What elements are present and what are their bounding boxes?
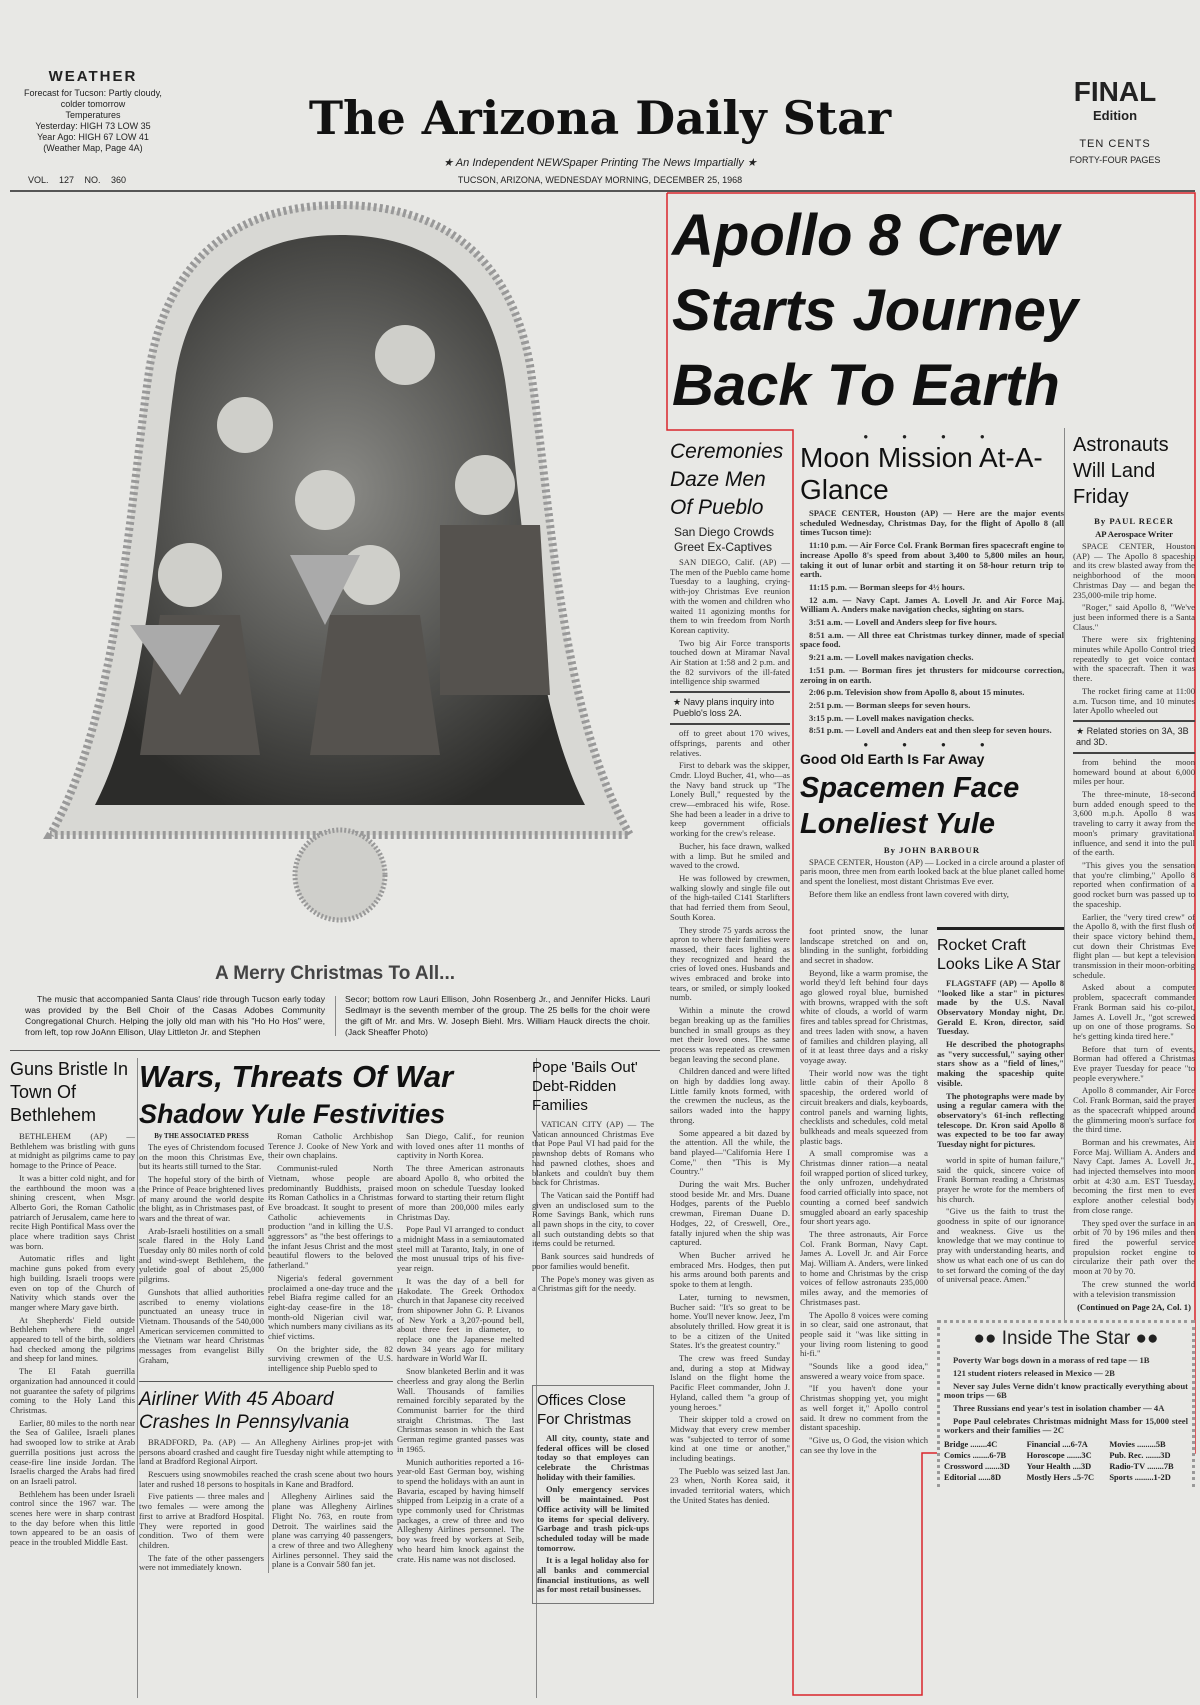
paragraph: The Pope's money was given as a Christmas gift for the needy. <box>532 1273 654 1294</box>
inside-the-star <box>937 1320 1195 1487</box>
index-entry[interactable]: Pub. Rec. .......3D <box>1109 1451 1171 1461</box>
paragraph: The photographs were made by using a regular camera with the observatory's 61-inch reflecting telescope. Dr. Kron said Apollo 8 was expected to be too far away Tuesday night for pictures. <box>937 1090 1064 1150</box>
paragraph: 3:51 a.m. — Lovell and Anders sleep for five hours. <box>809 617 997 628</box>
apollo-stories-grid <box>800 432 1195 1487</box>
edition-box <box>1040 76 1190 166</box>
paragraph: "Sounds like a good idea," answered a weary voice from space. <box>800 1361 928 1381</box>
paragraph: Later, turning to newsmen, Bucher said: "It's so great to be home. You'll never know. Jeez, I'm absolutely thrilled. How great it is to be a citizen of the United States. It's the greatest country." <box>670 1291 790 1351</box>
paragraph: 3:15 p.m. — Lovell makes navigation checks. <box>809 712 974 723</box>
paragraph: The hopeful story of the birth of the Prince of Peace brightened lives of many around the world despite the blight, as in Christmases past, of wars and the threat of war. <box>139 1174 264 1223</box>
dateline: TUCSON, ARIZONA, WEDNESDAY MORNING, DECEMBER 25, 1968 <box>457 175 743 185</box>
paragraph: Pope Paul VI arranged to conduct a midnight Mass in a semiautomated steel mill at Taranto, Italy, in one of the most unusual trips of his five-year reign. <box>397 1224 524 1274</box>
paragraph: Children danced and were lifted on high by daddies long away. Little family knots formed, with the crewmen the nucleus, as the sailors waded into the happy throng. <box>670 1066 790 1125</box>
apollo-headline <box>672 198 1192 423</box>
ceremonies-subhead: San Diego Crowds Greet Ex-Captives <box>674 525 775 554</box>
article-body <box>10 1132 135 1548</box>
paragraph: It was a bitter cold night, and for the earthbound the moon was a shining crescent, when Msgr. Alberto Gori, the Roman Catholic patriarch of Jerusalem, came here to recite High Pontifical Mass over the place where tradition says Christ was born. <box>10 1172 135 1251</box>
paragraph: They strode 75 yards across the apron to where their families were massed, their faces lighting as they recognized and heard the cries of loved ones. Husbands and wives embraced and broke into tears, or smiled, or simply looked numb. <box>670 924 790 1003</box>
airliner-headline-line: Airliner With 45 Aboard <box>139 1388 334 1410</box>
paragraph: BRADFORD, Pa. (AP) — An Allegheny Airlines prop-jet with persons aboard crashed and caught fire Tuesday night while attempting to land at Bradford Regional Airport. <box>139 1436 393 1467</box>
wars-headline-line: Shadow Yule Festivities <box>139 1099 446 1129</box>
paragraph: A small compromise was a Christmas dinner ration—a neatal foil wrapped portion of sliced turkey, the only unfrozen, undehydrated food carried officially into space, not counting a corned beef sandwich smuggled aboard an early spaceship four short years ago. <box>800 1148 928 1227</box>
spacemen-col1 <box>800 927 928 1459</box>
paragraph: Borman and his crewmates, Air Force Maj. William A. Anders and Navy Capt. James A. Lovell Jr., had injected themselves into moon orbit at 4:30 a.m. EST Tuesday, becoming the first men to ever explore another celestial body from close range. <box>1073 1136 1195 1215</box>
star-dots: ● ● ● ● <box>863 740 1001 750</box>
paragraph: Before that turn of events, Borman had offered a Christmas Eve prayer Tuesday for peace "to people everywhere." <box>1073 1043 1195 1083</box>
paragraph: The three astronauts, Air Force Col. Frank Borman, Navy Capt. James A. Lovell Jr. and Air Force Maj. William A. Anders, were linked to home and Christmas by the crisp voices of fellow astronauts 235,000 miles away, and the memories of Christmases past. <box>800 1228 928 1307</box>
paragraph: The crew stunned the world with a television transmission <box>1073 1278 1195 1299</box>
moon-mission-headline: Moon Mission At-A-Glance <box>800 442 1043 505</box>
guns-headline: Guns Bristle In Town Of Bethlehem <box>10 1059 129 1125</box>
article-body <box>1073 542 1195 716</box>
issue-number: NO. 360 <box>84 175 127 185</box>
weather-year-ago: Year Ago: HIGH 67 LOW 41 <box>37 132 149 142</box>
newspaper-title: The Arizona Daily Star <box>308 91 892 145</box>
paragraph: Allegheny Airlines said the plane was Allegheny Airlines Flight No. 763, en route from Detroit. The wairlines said the plane was carrying 40 passengers, a crew of three and two Allegheny Airlines personnel. They said the plane is a Convair 580 fan jet. <box>272 1491 393 1570</box>
star-dots: ● ● ● ● <box>863 432 1001 441</box>
paragraph: Within a minute the crowd began breaking up as the families bunched in small groups as they met their loved ones. The same process was repeated as crewmen began leaving the second plane. <box>670 1005 790 1064</box>
paragraph: Their world now was the tight little cabin of their Apollo 8 spaceship, the ordered world of circuit breakers and dials, keyboards, control panels and warning lights, checklists and schedules, cold metal bulkheads and meals squeezed from plastic bags. <box>800 1067 928 1146</box>
ceremonies-story <box>670 438 790 1509</box>
paragraph: Asked about a computer problem, spacecraft commander Frank Borman said his co-pilot, James A. Lovell Jr., "got screwed up on one of those programs. So he's getting kinda tired here." <box>1073 982 1195 1041</box>
index-entry[interactable]: Crossword .......3D <box>944 1462 1010 1472</box>
paragraph: San Diego, Calif., for reunion with loved ones after 11 months of captivity in North Korea. <box>397 1131 524 1161</box>
paragraph: The Apollo 8 voices were coming in so clear, said one astronaut, that people said it "was like sitting in your living room listening to good hi-fi." <box>800 1309 928 1359</box>
paragraph: Rescuers using snowmobiles reached the crash scene about two hours later and rushed 18 persons to hospitals in Kane and Bradford. <box>139 1468 393 1489</box>
index-entry[interactable]: Horoscope .......3C <box>1026 1451 1092 1461</box>
rocket-craft-story <box>937 927 1064 1150</box>
rocket-craft-headline: Rocket Craft Looks Like A Star <box>937 936 1061 973</box>
wars-story <box>139 1058 524 1132</box>
paragraph: Bank sources said hundreds of poor families would benefit. <box>532 1251 654 1271</box>
astronauts-story <box>1073 432 1195 1312</box>
paragraph: Only emergency services will be maintained. Post Office activity will be limited to items for special delivery. Garbage and trash pick-ups scheduled today will be made tomorrow. <box>537 1484 649 1553</box>
article-body <box>800 858 1064 900</box>
wars-col3 <box>397 1132 524 1567</box>
paragraph: from behind the moon homeward bound at about 6,000 miles per hour. <box>1073 756 1195 787</box>
moon-mission-story <box>800 432 1064 736</box>
dots-icon: ●● <box>1130 1328 1159 1350</box>
spacemen-story <box>800 740 1064 900</box>
paragraph: Earlier, the "very tired crew" of the Apollo 8, with the first flush of their space victory behind them, cut down their Christmas Eve flight plan — but kept a television transmission in their moon-orbiting schedule. <box>1073 911 1195 980</box>
paragraph: Roman Catholic Archbishop Terence J. Cooke of New York and their own chaplains. <box>268 1131 393 1161</box>
paragraph: Apollo 8 commander, Air Force Col. Frank Borman, said the prayer as the spacecraft whipped around the glimmering moon's surface for the third time. <box>1073 1085 1195 1135</box>
pope-headline: Pope 'Bails Out' Debt-Ridden Families <box>532 1059 638 1114</box>
paragraph: All city, county, state and federal offices will be closed today so that employes can celebrate the Christmas holiday with their families. <box>537 1432 649 1482</box>
index-entry[interactable]: Mostly Hers ..5-7C <box>1026 1473 1095 1483</box>
paragraph: 12 a.m. — Navy Capt. James A. Lovell Jr. and Air Force Maj. William A. Anders make navigation checks, sighting on stars. <box>800 594 1064 615</box>
masthead-rule <box>10 190 1195 192</box>
bottom-stories-grid <box>10 1058 654 1604</box>
paragraph: 11:15 p.m. — Borman sleeps for 4½ hours. <box>809 581 965 592</box>
paragraph: The crew was freed Sunday and, during a stop at Midway Island on the flight home the Pacific Fleet commander, John J. Hyland, called them "a group of young heroes." <box>670 1353 790 1412</box>
article-body <box>670 729 790 1505</box>
paragraph: 2:06 p.m. Television show from Apollo 8, about 15 minutes. <box>809 687 1025 698</box>
inside-item[interactable]: Three Russians end year's test in isolation chamber — 4A <box>953 1403 1165 1414</box>
airliner-headline-line: Crashes In Pennsylvania <box>139 1411 350 1433</box>
apollo-headline-line: Back To Earth <box>672 353 1060 418</box>
wars-byline: By THE ASSOCIATED PRESS <box>154 1132 249 1140</box>
airliner-col1 <box>139 1492 264 1576</box>
moon-intro <box>800 509 1064 538</box>
paragraph: SAN DIEGO, Calif. (AP) — The men of the Pueblo came home Tuesday to a laughing, crying-with-joy Christmas Eve reunion with the women and children who waited 11 agonizing months for them to win freedom from North Korean captivity. <box>670 557 790 635</box>
airliner-col2 <box>268 1492 393 1573</box>
paragraph: Five patients — three males and two females — were among the first to arrive at Bradford Hospital. They were reported in good condition. Two of them were children. <box>139 1491 264 1550</box>
article-body <box>532 1120 654 1294</box>
photo-heading: A Merry Christmas To All... <box>214 963 455 984</box>
article-body <box>139 1143 264 1365</box>
pope-story <box>528 1058 654 1297</box>
paragraph: Communist-ruled North Vietnam, whose people are predominantly Buddhists, praised its Roman Catholics in a Christmas Eve broadcast. It sought to present Catholic achievements in production "and in killing the U.S. aggressors" as "the best offerings to the infant Jesus Christ and the most beautiful flowers to the beloved fatherland." <box>268 1163 393 1271</box>
paragraph: "If you haven't done your Christmas shopping yet, you might as well forget it," Apollo control said. It drew no comment from the distant spaceship. <box>800 1383 928 1433</box>
offices-close-story <box>532 1385 654 1604</box>
weather-box <box>18 68 168 154</box>
paragraph: First to debark was the skipper, Cmdr. Lloyd Bucher, 41, who—as the Navy band struck up "The Lonely Bull," requested by the crew—embraced his wife, Rose. She had been a leader in a drive to keep government officials working for the crew's release. <box>670 760 790 839</box>
related-stories-note[interactable]: ★ Related stories on 3A, 3B and 3D. <box>1073 720 1195 754</box>
astronauts-byline: By PAUL RECER <box>1094 516 1174 526</box>
paragraph: Arab-Israeli hostilities on a small scale flared in the Holy Land Tuesday only 80 miles north of cold and wind-swept Bethlehem, the yuletide goal of about 25,000 pilgrims. <box>139 1225 264 1285</box>
moon-and-spacemen-top <box>800 432 1064 903</box>
paragraph: The eyes of Christendom focused on the moon this Christmas Eve, but its hearts still turned to the Star. <box>139 1142 264 1172</box>
paragraph: Their skipper told a crowd on Midway that every crew member was "subjected to terror of some kind at one time or another," including beatings. <box>670 1414 790 1464</box>
offices-headline: Offices Close For Christmas <box>537 1391 632 1428</box>
paragraph: 2:51 p.m. — Borman sleeps for seven hours. <box>809 699 971 710</box>
edition: FINAL <box>1073 76 1157 107</box>
caption-divider <box>335 996 336 1036</box>
spacemen-kicker: Good Old Earth Is Far Away <box>800 751 985 768</box>
caption-right: Secor; bottom row Lauri Ellison, John Rosenberg Jr., and Jennifer Hicks. Lauri Sedlmayr is the seventh member of the group. The 25 bells for the choir were the gift of Mr. and Mrs. W. Joseph Biehl. Mrs. William Hauck directs the choir. (Jack Sheaffer Photo) <box>345 994 650 1037</box>
paragraph: Gunshots that allied authorities ascribed to enemy violations punctuated an uneasy truce in Vietnam. Thousands of the 540,000 American servicemen committed to the Vietnam war heard Christmas messages from evangelist Billy Graham, <box>139 1286 264 1365</box>
bell-photo-graphic <box>40 195 640 955</box>
paragraph: He was followed by crewmen, walking slowly and single file out of the high-tailed C141 Starlifters that had ferried them from Seoul, South Korea. <box>670 872 790 922</box>
paragraph: "Give us, O God, the vision which can see thy love in the <box>800 1435 928 1455</box>
article-body <box>537 1434 649 1595</box>
article-body <box>1073 758 1195 1299</box>
paragraph: It is a legal holiday also for all banks and commercial financial institutions, as well as for most retail businesses. <box>537 1555 649 1595</box>
paragraph: 8:51 a.m. — All three eat Christmas turkey dinner, made of special space food. <box>800 629 1064 650</box>
index-entry[interactable]: Financial ....6-7A <box>1026 1440 1088 1450</box>
inside-item[interactable]: Pope Paul celebrates Christmas midnight Mass for 15,000 steel workers and their families — 2C <box>944 1415 1188 1436</box>
paragraph: The Vatican said the Pontiff had given an undisclosed sum to the Rome Savings Bank, which runs all pawn shops in the city, to cover all such outstanding debts so that items could be returned. <box>532 1189 654 1249</box>
paragraph: 1:51 p.m. — Borman fires jet thrusters for midcourse correction, zeroing in on earth. <box>800 664 1064 685</box>
paragraph: They sped over the surface in an orbit of 70 by 196 miles and then fired the powerful service propulsion rocket engine to circularize their path over the moon at 70 by 70. <box>1073 1217 1195 1277</box>
paragraph: Nigeria's federal government proclaimed a one-day truce and the rebel Biafra regime called for an eight-day cease-fire in the 18-month-old Nigerian civil war, which numbers many civilians as its chief victims. <box>268 1272 393 1342</box>
weather-temps-label: Temperatures <box>65 110 121 120</box>
apollo-headline-line: Starts Journey <box>672 278 1079 343</box>
page-count: FORTY-FOUR PAGES <box>1069 155 1161 165</box>
paragraph: 8:51 p.m. — Lovell and Anders eat and then sleep for seven hours. <box>809 725 1052 736</box>
paragraph: "This gives you the sensation that you're climbing," Apollo 8 reported when confirmation of a good rocket burn was passed up to the spaceship. <box>1073 859 1195 909</box>
weather-forecast: Forecast for Tucson: Partly cloudy, colder tomorrow <box>24 88 162 109</box>
price: TEN CENTS <box>1079 138 1151 150</box>
paragraph: FLAGSTAFF (AP) — Apollo 8 "looked like a star" in pictures made by the U.S. Naval Observatory Monday night, Dr. Gerald E. Kron, director, said Tuesday. <box>937 977 1064 1037</box>
weather-yesterday: Yesterday: HIGH 73 LOW 35 <box>35 121 151 131</box>
article-body <box>944 1356 1188 1436</box>
inside-item[interactable]: Never say Jules Verne didn't know practically everything about moon trips — 6B <box>944 1380 1188 1401</box>
wars-col1 <box>139 1132 264 1368</box>
rocket-and-spacemen-col2 <box>937 927 1064 1288</box>
apollo-headline-line: Apollo 8 Crew <box>672 203 1059 268</box>
paragraph: At Shepherds' Field outside Bethlehem where the angel appeared to tell of the birth, soldiers had checked among the pilgrims and sheep for land mines. <box>10 1314 135 1364</box>
tagline: ★ An Independent NEWSpaper Printing The News Impartially ★ <box>443 157 757 169</box>
moon-intro-text: SPACE CENTER, Houston (AP) — Here are the major events scheduled Wednesday, Christmas Day, for the flight of Apollo 8 (all times Tucson time): <box>800 508 1064 538</box>
wars-headline-line: Wars, Threats Of War <box>139 1059 454 1094</box>
paragraph: The El Fatah guerrilla organization had announced it could not guarantee the safety of pilgrims coming to the Holy Land this Christmas. <box>10 1366 135 1415</box>
index-entry[interactable]: Comics ........6-7B <box>944 1451 1007 1461</box>
spacemen-col2 <box>937 1156 1064 1285</box>
continued-jump[interactable]: (Continued on Page 2A, Col. 1) <box>1077 1302 1191 1313</box>
paragraph: Automatic rifles and light machine guns poked from every high building. Israeli troops were even on top of the Church of Nativity which stands over the manger where Mary gave birth. <box>10 1253 135 1312</box>
paragraph: Bucher, his face drawn, walked with a limp. But he smiled and waved to the crowd. <box>670 840 790 871</box>
paragraph: Earlier, 80 miles to the north near the Sea of Galilee, Israeli planes had swooped low to strike at Arab guerrilla positions just across the cease-fire line inside Jordan. The Israelis charged the Arabs had fired on an Israeli patrol. <box>10 1417 135 1486</box>
paragraph: Two big Air Force transports touched down at Miramar Naval Air Station at 1:58 and 2 p.m. and the 82 survivors of the ill-fated intelligence ship swarmed <box>670 637 790 687</box>
wars-col2 <box>268 1132 393 1377</box>
airliner-story <box>139 1381 393 1493</box>
article-body <box>670 558 790 687</box>
astronauts-headline: Astronauts Will Land Friday <box>1073 434 1169 508</box>
paragraph: The rocket firing came at 11:00 a.m. Tucson time, and 10 minutes later Apollo wheeled out <box>1073 685 1195 716</box>
paragraph: 9:21 a.m. — Lovell makes navigation checks. <box>809 652 974 663</box>
paragraph: The three-minute, 18-second burn added enough speed to the 3,600 m.p.h. Apollo 8 was traveling to carry it away from the moon's primary gravitational influence, and send it into the pull of the earth. <box>1073 789 1195 858</box>
paragraph: The Pueblo was seized last Jan. 23 when, North Korea said, it invaded territorial waters, which the United States has denied. <box>670 1465 790 1505</box>
article-body <box>937 979 1064 1150</box>
spacemen-byline: By JOHN BARBOUR <box>883 844 981 855</box>
index-entry[interactable]: Sports .........1-2D <box>1109 1473 1171 1483</box>
article-body <box>800 541 1064 736</box>
paragraph: The three American astronauts aboard Apollo 8, who orbited the moon on schedule Tuesday looked forward to starting their return flight of more than 200,000 miles early Christmas Day. <box>397 1163 524 1222</box>
weather-map-ref: (Weather Map, Page 4A) <box>43 143 143 153</box>
paragraph: Beyond, like a warm promise, the world they'd left behind four days ago glowed royal blue, burnished with browns, wrapped with the soft white of clouds, a world of warm fires and tables spread for Christmas, and trees laden with snow, a haven of families and children playing, all of it at least three days and a risky voyage away. <box>800 967 928 1065</box>
volume-number <box>28 175 126 186</box>
spacemen-headline: Spacemen Face Loneliest Yule <box>800 771 1020 840</box>
paragraph: BETHLEHEM (AP) — Bethlehem was bristling with guns at midnight as pilgrims came to pay homage to the Prince of Peace. <box>10 1131 135 1171</box>
volume: VOL. 127 <box>28 175 75 185</box>
paragraph: The fate of the other passengers were not immediately known. <box>139 1552 264 1573</box>
paragraph: Munich authorities reported a 16-year-old East German boy, wishing to spend the holidays with an aunt in Bavaria, escaped by having himself shipped from Leipzig in a crate of a type commonly used for Christmas packages, a crew of three and two Allegheny Airlines personnel. The boy was freed by workers at Seib, who heard him knock against the crate. His name was not disclosed. <box>397 1456 524 1564</box>
paragraph: Some appeared a bit dazed by the attention. All the while, the band played—"California Here I Come," then "This is My Country." <box>670 1127 790 1177</box>
paragraph: foot printed snow, the lunar landscape stretched on and on, blinding in the sunlight, forbidding and secret in shadow. <box>800 925 928 965</box>
related-note[interactable]: ★ Navy plans inquiry into Pueblo's loss 2A. <box>670 691 790 725</box>
paragraph: off to greet about 170 wives, offsprings, parents and other relatives. <box>670 728 790 758</box>
astronauts-byline-title: AP Aerospace Writer <box>1095 529 1173 539</box>
paragraph: During the wait Mrs. Bucher stood beside Mr. and Mrs. Duane Hodges, parents of the Pueblo crewman, Fireman Duane D. Hodges, 22, of Creswell, Ore., fatally injured when the ship was captured. <box>670 1179 790 1248</box>
article-body <box>139 1438 393 1490</box>
index-entry[interactable]: Bridge ........4C <box>944 1440 998 1450</box>
paragraph: "Roger," said Apollo 8, "We've just been informed there is a Santa Claus." <box>1073 602 1195 632</box>
paragraph: Snow blanketed Berlin and it was cheerless and gray along the Berlin Wall. Thousands of families remained forcibly separated by the Communist barrier for the third straight Christmas. The last Christmas season in which the East German regime granted passes was in 1965. <box>397 1366 524 1454</box>
caption-left: The music that accompanied Santa Claus' ride through Tucson early today was provided by the Bell Choir of the Casas Adobes Community Congregational Church. Helping the jolly old man with his "Ho Ho Hos" were, from left, top row JoAnn Ellison, Ulay Littleton Jr. and Stephen <box>25 994 325 1037</box>
index-entry[interactable]: Editorial ......8D <box>944 1473 1001 1483</box>
inside-title <box>944 1327 1188 1351</box>
guns-bristle-story <box>10 1058 135 1551</box>
paragraph: 11:10 p.m. — Air Force Col. Frank Borman fires spacecraft engine to increase Apollo 8's speed from about 3,400 to 5,800 miles an hour, taking it out of lunar orbit and starting it on 58-hour return trip to earth. <box>800 540 1064 580</box>
paragraph: Before them like an endless front lawn covered with dirty, <box>809 888 1009 899</box>
index-entry[interactable]: Radio-TV ........7B <box>1109 1462 1174 1472</box>
paragraph: SPACE CENTER, Houston (AP) — Locked in a circle around a plaster of paris moon, three men from earth looked back at the blue planet called home and spent the loneliest, most distant Christmas Eve ever. <box>800 856 1064 887</box>
paragraph: On the brighter side, the 82 surviving crewmen of the U.S. intelligence ship Pueblo sped to <box>268 1343 393 1374</box>
paragraph: He described the photographs as "very successful," saying other stars show as a "field of lines," making the spaceship quite visible. <box>937 1039 1064 1088</box>
inside-title-text: Inside The Star <box>1001 1328 1131 1350</box>
paragraph: VATICAN CITY (AP) — The Vatican announced Christmas Eve that Pope Paul VI had paid for the pawnshop debts of Romans who had pawned clothes, shoes and blankets and couldn't buy them back for Christmas. <box>532 1119 654 1188</box>
dots-icon: ●● <box>973 1328 1002 1350</box>
paragraph: "Give us the faith to trust the goodness in spite of our ignorance and weakness. Give us the knowledge that we may continue to pray with understanding hearts, and show us what each one of us can do to set forward the coming of the day of universal peace. Amen." <box>937 1206 1064 1285</box>
index-entry[interactable]: Your Health ....3D <box>1026 1462 1092 1472</box>
ceremonies-headline: Ceremonies Daze Men Of Pueblo <box>670 440 784 519</box>
photo-rule <box>10 1050 660 1051</box>
inside-item[interactable]: 121 student rioters released in Mexico — 2B <box>953 1367 1115 1378</box>
bell-choir-photo <box>40 195 640 955</box>
inside-item[interactable]: Poverty War bogs down in a morass of red tape — 1B <box>953 1355 1150 1366</box>
paragraph: world in spite of human failure," said the quick, sincere voice of Frank Borman reading a Christmas prayer he wrote for the members of his church. <box>937 1154 1064 1204</box>
paragraph: There were six frightening minutes while Apollo Control tried repeatedly to get voice contact with the spacecraft. Then it was there. <box>1073 634 1195 684</box>
weather-title: WEATHER <box>48 68 138 85</box>
paragraph: When Bucher arrived he embraced Mrs. Hodges, then put his arms around both parents and spoke to them at length. <box>670 1250 790 1290</box>
index-entry[interactable]: Movies .........5B <box>1109 1440 1166 1450</box>
paragraph: SPACE CENTER, Houston (AP) — The Apollo 8 spaceship and its crew blasted away from the neighborhood of the moon Christmas Day — and began the 235,000-mile trip home. <box>1073 541 1195 600</box>
edition-sub: Edition <box>1092 108 1138 123</box>
page-index <box>944 1440 1188 1483</box>
paragraph: It was the day of a bell for Hakodate. The Greek Orthodox church in that Japanese city received from shipowner John G. P. Livanos of New York a 3,207-pound bell, about three feet in diameter, to replace one the Japanese melted down 34 years ago for military hardware in World War II. <box>397 1275 524 1364</box>
paragraph: Bethlehem has been under Israeli control since the 1967 war. The scenes here were in sharp contrast to the day before when this little town appeared to be an oasis of peace in the troubled Middle East. <box>10 1488 135 1548</box>
